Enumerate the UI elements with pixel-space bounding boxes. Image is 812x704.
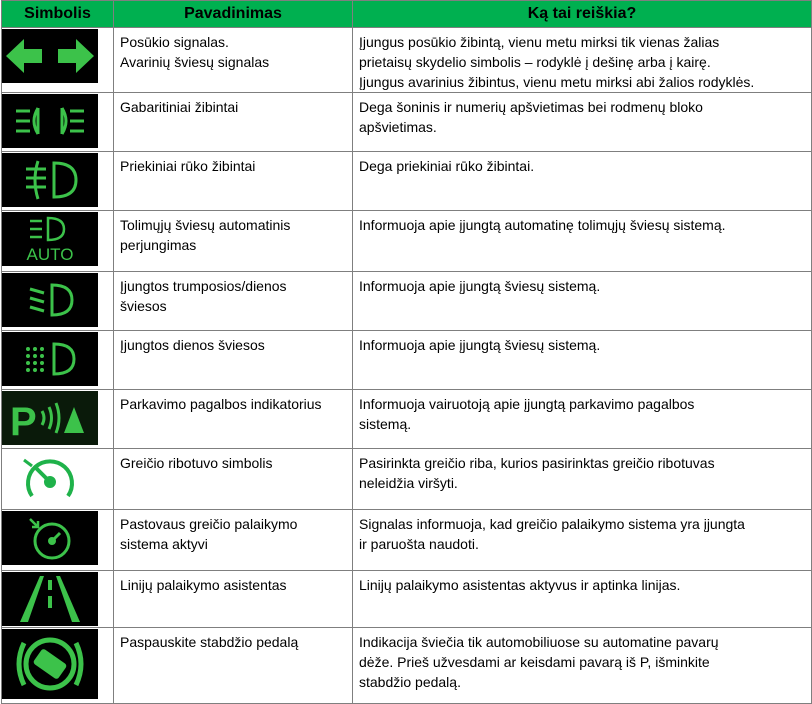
symbol-cell [2, 331, 114, 390]
meaning-cell: Indikacija šviečia tik automobiliuose su automatine pavarų dėže. Prieš užvesdami ar keisdami pavarą iš P, išminkite stabdžio pedalą. [353, 628, 812, 704]
symbol-cell [2, 28, 114, 93]
low-beam-icon [2, 273, 98, 327]
name-cell: Posūkio signalas. Avarinių šviesų signalas [114, 28, 353, 93]
symbol-cell [2, 272, 114, 331]
name-cell: Tolimųjų šviesų automatinis perjungimas [114, 211, 353, 272]
meaning-cell: Dega šoninis ir numerių apšvietimas bei rodmenų bloko apšvietimas. [353, 93, 812, 152]
front-fog-lights-icon [2, 153, 98, 207]
side-lights-icon [2, 94, 98, 148]
name-cell: Priekiniai rūko žibintai [114, 152, 353, 211]
name-cell: Įjungtos trumposios/dienos šviesos [114, 272, 353, 331]
table-row [2, 93, 812, 152]
header-symbol: Simbolis [2, 1, 114, 28]
table-row [2, 449, 812, 510]
table-row [2, 628, 812, 704]
name-cell: Gabaritiniai žibintai [114, 93, 353, 152]
brake-pedal-icon [2, 629, 98, 699]
meaning-cell: Informuoja apie įjungtą šviesų sistemą. [353, 331, 812, 390]
cruise-control-icon [2, 511, 98, 565]
meaning-cell: Dega priekiniai rūko žibintai. [353, 152, 812, 211]
park-assist-icon [2, 391, 98, 445]
header-meaning: Ką tai reiškia? [353, 1, 812, 28]
meaning-cell: Linijų palaikymo asistentas aktyvus ir aptinka linijas. [353, 571, 812, 628]
name-cell: Paspauskite stabdžio pedalą [114, 628, 353, 704]
turn-signal-arrows-icon [2, 29, 98, 83]
symbol-cell [2, 449, 114, 510]
symbol-cell [2, 628, 114, 704]
meaning-cell: Informuoja apie įjungtą šviesų sistemą. [353, 272, 812, 331]
meaning-cell: Informuoja apie įjungtą automatinę tolimųjų šviesų sistemą. [353, 211, 812, 272]
table-row [2, 152, 812, 211]
speed-limiter-icon [2, 450, 98, 504]
meaning-cell: Signalas informuoja, kad greičio palaikymo sistema yra įjungta ir paruošta naudoti. [353, 510, 812, 571]
name-cell: Linijų palaikymo asistentas [114, 571, 353, 628]
name-cell: Parkavimo pagalbos indikatorius [114, 390, 353, 449]
table-row [2, 211, 812, 272]
symbol-cell [2, 571, 114, 628]
symbols-table [1, 0, 812, 704]
name-cell: Greičio ribotuvo simbolis [114, 449, 353, 510]
header-row [2, 1, 812, 28]
symbol-cell [2, 390, 114, 449]
auto-high-beam-icon [2, 212, 98, 266]
daytime-lights-icon [2, 332, 98, 386]
name-cell: Pastovaus greičio palaikymo sistema aktyvi [114, 510, 353, 571]
meaning-cell: Pasirinkta greičio riba, kurios pasirinktas greičio ribotuvas neleidžia viršyti. [353, 449, 812, 510]
meaning-cell: Įjungus posūkio žibintą, vienu metu mirksi tik vienas žalias prietaisų skydelio simbolis – rodyklė į dešinę arba į kairę. Įjungus avarinius žibintus, vienu metu mirksi abi žalios rodyklės. [353, 28, 812, 93]
table-row [2, 510, 812, 571]
table-row [2, 390, 812, 449]
lane-assist-icon [2, 572, 98, 626]
park-letter: P [10, 400, 37, 444]
symbol-cell [2, 93, 114, 152]
symbol-cell [2, 211, 114, 272]
table-row [2, 28, 812, 93]
table-row [2, 571, 812, 628]
name-cell: Įjungtos dienos šviesos [114, 331, 353, 390]
auto-label: AUTO [26, 245, 74, 264]
header-name: Pavadinimas [114, 1, 353, 28]
table-row [2, 331, 812, 390]
table-row [2, 272, 812, 331]
meaning-cell: Informuoja vairuotoją apie įjungtą parkavimo pagalbos sistemą. [353, 390, 812, 449]
symbol-cell [2, 510, 114, 571]
symbol-cell [2, 152, 114, 211]
